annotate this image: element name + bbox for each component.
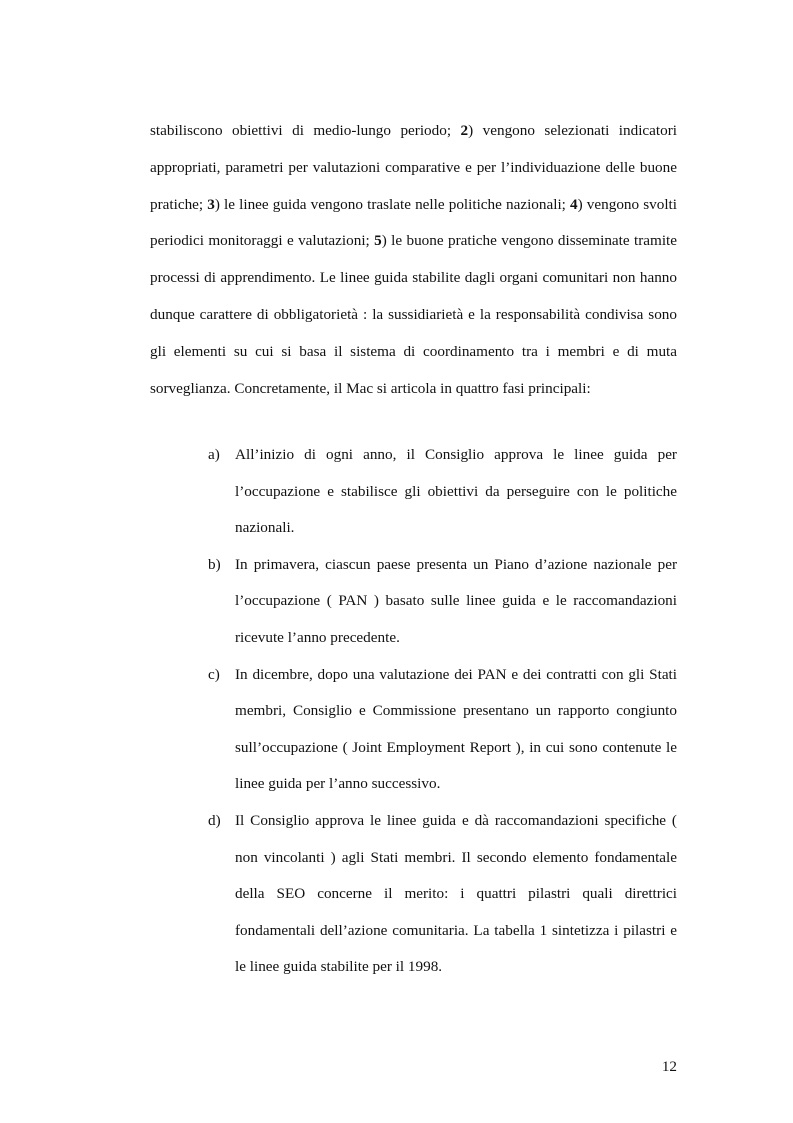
step-number-3: 3 — [207, 195, 215, 213]
paragraph-text-3: ) le linee guida vengono traslate nelle politiche nazionali; — [214, 195, 571, 213]
phases-list — [208, 437, 677, 986]
step-number-4: 4 — [570, 195, 578, 213]
paragraph-text-5: ) le buone pratiche vengono disseminate tramite processi di apprendimento. Le linee guida stabilite dagli organi comunitari non hanno dunque carattere di obbligatorietà : la sussidiarietà e la responsabilità condivisa sono gli elementi su cui si basa il sistema di coordinamento tra i membri e di muta sorveglianza. Concretamente, il Mac si articola in quattro fasi principali: — [150, 232, 678, 397]
paragraph-text-2: ) vengono selezionati indicatori appropriati, parametri per valutazioni comparative e per l’individuazione delle buone pratiche; — [150, 122, 678, 213]
paragraph-text-4: ) vengono svolti periodici monitoraggi e valutazioni; — [150, 195, 677, 250]
list-item-text: Il Consiglio approva le linee guida e dà raccomandazioni specifiche ( non vincolanti ) agli Stati membri. Il secondo elemento fondamentale della SEO concerne il merito: i quattri pilastri quali direttrici fondamentali dell’azione comunitaria. La tabella 1 sintetizza i pilastri e le linee guida stabilite per il 1998. — [235, 811, 677, 976]
list-marker: d) — [208, 811, 221, 829]
list-item-text: All’inizio di ogni anno, il Consiglio approva le linee guida per l’occupazione e stabilisce gli obiettivi da perseguire con le politiche nazionali. — [235, 446, 677, 537]
list-item-b — [208, 547, 677, 657]
step-number-2: 2 — [460, 122, 469, 139]
list-item-d — [208, 803, 677, 986]
list-item-c — [208, 657, 677, 803]
step-number-5: 5 — [374, 232, 382, 250]
list-item-text: In primavera, ciascun paese presenta un Piano d’azione nazionale per l’occupazione ( PAN ) basato sulle linee guida e le raccomandazioni ricevute l’anno precedente. — [235, 555, 677, 646]
list-item-a — [208, 437, 677, 547]
page-number: 12 — [661, 1058, 677, 1075]
list-item-text: In dicembre, dopo una valutazione dei PAN e dei contratti con gli Stati membri, Consiglio e Commissione presentano un rapporto congiunto sull’occupazione ( Joint Employment Report ), in cui sono contenute le linee guida per l’anno successivo. — [235, 665, 677, 793]
body-paragraph — [150, 113, 677, 407]
list-marker: c) — [208, 665, 220, 683]
paragraph-text-1: stabiliscono obiettivi di medio-lungo periodo; — [150, 122, 461, 139]
list-marker: a) — [208, 446, 220, 463]
list-marker: b) — [208, 555, 221, 573]
